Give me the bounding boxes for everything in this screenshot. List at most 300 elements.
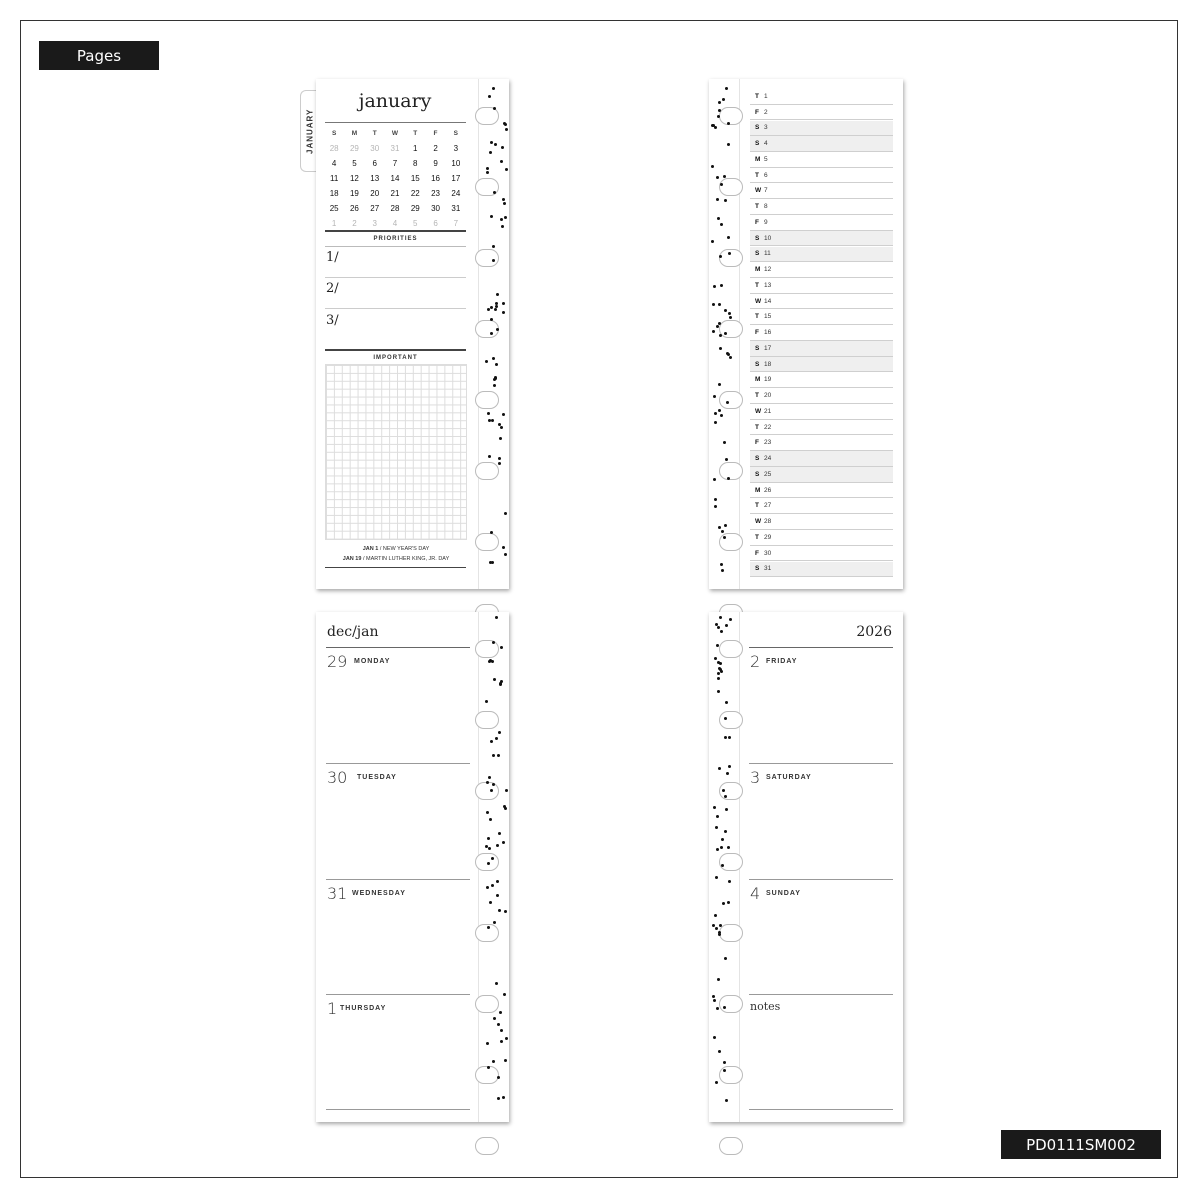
calendar-day: 4	[392, 219, 398, 228]
day-letter: M	[755, 376, 761, 384]
divider	[325, 230, 466, 232]
month-tab-label: JANUARY	[305, 108, 315, 154]
divider	[749, 1109, 893, 1110]
calendar-week	[324, 216, 466, 231]
day-letter: W	[755, 187, 762, 195]
calendar-day: 30	[431, 204, 440, 213]
calendar-day: 14	[390, 174, 400, 183]
day-letter: T	[755, 533, 759, 541]
dot-pattern	[498, 457, 501, 460]
dot-pattern	[724, 830, 727, 833]
dot-pattern	[724, 717, 727, 720]
calendar-day: 1	[413, 144, 418, 153]
holiday-1	[325, 546, 467, 552]
dot-pattern	[720, 223, 723, 226]
dot-pattern	[725, 624, 728, 627]
weekday-header: S	[331, 130, 337, 137]
holiday-1-date: JAN 1	[362, 546, 379, 552]
calendar-day: 10	[451, 159, 461, 168]
dot-pattern	[718, 767, 721, 770]
dot-pattern	[718, 933, 721, 936]
day-number: 20	[764, 392, 772, 400]
disc-ring-icon	[475, 640, 499, 658]
divider	[325, 246, 466, 247]
dot-pattern	[503, 202, 506, 205]
priority-line	[325, 308, 466, 309]
dot-pattern	[713, 285, 716, 288]
day-number: 28	[764, 518, 772, 526]
dot-pattern	[712, 303, 715, 306]
dot-pattern	[729, 316, 732, 319]
dot-pattern	[492, 783, 495, 786]
dot-pattern	[712, 330, 715, 333]
dot-pattern	[721, 569, 724, 572]
day-list-row	[750, 247, 893, 263]
disc-ring-icon	[719, 178, 743, 196]
dot-pattern	[493, 678, 496, 681]
priority-marker-3: 3/	[326, 313, 339, 328]
calendar-day: 7	[392, 159, 398, 168]
dot-pattern	[727, 901, 730, 904]
calendar-day: 21	[390, 189, 400, 198]
dot-pattern	[490, 215, 493, 218]
disc-strip	[709, 79, 740, 589]
dot-pattern	[713, 395, 716, 398]
dot-pattern	[716, 848, 719, 851]
dot-pattern	[720, 414, 723, 417]
dot-pattern	[728, 736, 731, 739]
page-week-left	[316, 612, 509, 1122]
calendar-day: 5	[352, 159, 357, 168]
disc-ring-icon	[475, 1137, 499, 1155]
dot-pattern	[497, 1076, 500, 1079]
dot-pattern	[718, 303, 721, 306]
dot-pattern	[488, 95, 491, 98]
dot-pattern	[488, 847, 491, 850]
dot-pattern	[719, 255, 722, 258]
day-name: TUESDAY	[357, 774, 397, 781]
page-week-right	[709, 612, 903, 1122]
day-list-row	[750, 562, 893, 578]
dot-pattern	[714, 421, 717, 424]
calendar-day: 22	[410, 189, 420, 198]
dot-pattern	[492, 1060, 495, 1063]
calendar-day: 18	[329, 189, 339, 198]
day-letter: W	[755, 518, 762, 526]
day-list-row	[750, 184, 893, 200]
dot-pattern	[487, 862, 490, 865]
day-list-row	[750, 89, 893, 105]
day-letter: S	[755, 565, 760, 573]
dot-pattern	[724, 309, 727, 312]
calendar-day: 20	[370, 189, 380, 198]
dot-pattern	[725, 458, 728, 461]
day-number: 21	[764, 407, 772, 415]
day-number: 17	[764, 344, 772, 352]
day-number: 30	[327, 768, 348, 787]
dot-pattern	[714, 498, 717, 501]
weekday-header: F	[433, 130, 438, 137]
dot-pattern	[496, 844, 499, 847]
day-number: 27	[764, 502, 772, 510]
dot-pattern	[505, 128, 508, 131]
dot-pattern	[492, 87, 495, 90]
dot-pattern	[492, 245, 495, 248]
dot-pattern	[501, 225, 504, 228]
day-letter: S	[755, 250, 760, 258]
day-number: 5	[764, 155, 768, 163]
dot-pattern	[504, 216, 507, 219]
calendar-day: 9	[433, 159, 438, 168]
dot-pattern	[724, 199, 727, 202]
dot-pattern	[714, 505, 717, 508]
dot-pattern	[491, 419, 494, 422]
dot-pattern	[715, 1081, 718, 1084]
dot-pattern	[502, 841, 505, 844]
dot-pattern	[505, 168, 508, 171]
priority-marker-2: 2/	[326, 281, 339, 296]
day-list-row	[750, 121, 893, 137]
dot-pattern	[502, 311, 505, 314]
day-letter: F	[755, 108, 759, 116]
day-list-row	[750, 530, 893, 546]
dot-pattern	[497, 1097, 500, 1100]
dot-pattern	[714, 412, 717, 415]
priorities-heading: PRIORITIES	[373, 236, 418, 242]
dot-pattern	[504, 1059, 507, 1062]
calendar-day: 28	[390, 204, 400, 213]
dot-pattern	[492, 259, 495, 262]
dot-pattern	[495, 616, 498, 619]
disc-strip	[709, 612, 740, 1122]
dot-pattern	[712, 924, 715, 927]
day-divider	[326, 879, 470, 880]
dot-pattern	[713, 478, 716, 481]
day-number: 14	[764, 297, 772, 305]
dot-pattern	[715, 927, 718, 930]
dot-pattern	[714, 657, 717, 660]
day-letter: M	[755, 486, 761, 494]
calendar-day: 5	[413, 219, 418, 228]
day-number: 31	[764, 565, 772, 573]
day-list-row	[750, 294, 893, 310]
day-number: 2	[750, 652, 761, 671]
year-title: 2026	[856, 624, 892, 640]
dot-pattern	[715, 876, 718, 879]
day-letter: W	[755, 297, 762, 305]
calendar-day: 24	[451, 189, 461, 198]
dot-pattern	[717, 978, 720, 981]
day-list-row	[750, 341, 893, 357]
divider	[325, 567, 466, 568]
calendar-day: 11	[329, 174, 339, 183]
day-list-row	[750, 499, 893, 515]
day-list-row	[750, 325, 893, 341]
disc-ring-icon	[475, 782, 499, 800]
calendar-day: 29	[410, 204, 420, 213]
day-list-row	[750, 420, 893, 436]
dot-pattern	[499, 437, 502, 440]
dot-pattern	[717, 677, 720, 680]
calendar-day: 29	[349, 144, 359, 153]
day-letter: M	[755, 155, 761, 163]
dot-pattern	[711, 165, 714, 168]
day-divider	[749, 994, 893, 995]
day-number: 30	[764, 549, 772, 557]
dot-pattern	[721, 864, 724, 867]
day-list-row	[750, 451, 893, 467]
calendar-day: 6	[372, 159, 377, 168]
dot-pattern	[491, 884, 494, 887]
calendar-day: 12	[349, 174, 359, 183]
day-list-row	[750, 483, 893, 499]
calendar-day: 3	[453, 144, 459, 153]
dot-pattern	[722, 902, 725, 905]
calendar-day: 2	[433, 144, 438, 153]
dot-pattern	[502, 198, 505, 201]
day-name: THURSDAY	[340, 1005, 387, 1012]
calendar-day: 23	[431, 189, 440, 198]
divider	[325, 349, 466, 351]
day-list-row	[750, 168, 893, 184]
dot-pattern	[505, 1037, 508, 1040]
day-letter: S	[755, 360, 760, 368]
day-number: 22	[764, 423, 772, 431]
dot-pattern	[488, 776, 491, 779]
disc-strip	[478, 612, 509, 1122]
dot-pattern	[504, 123, 507, 126]
dot-pattern	[713, 806, 716, 809]
day-divider	[749, 879, 893, 880]
day-number: 3	[750, 768, 761, 787]
calendar-day: 25	[329, 204, 339, 213]
disc-ring-icon	[475, 711, 499, 729]
weekday-header: T	[372, 130, 377, 137]
dot-pattern	[493, 921, 496, 924]
day-divider	[326, 1109, 470, 1110]
holiday-1-name: / NEW YEAR'S DAY	[379, 546, 430, 552]
divider	[749, 647, 893, 648]
calendar-day: 27	[370, 204, 380, 213]
dot-pattern	[718, 1050, 721, 1053]
calendar-week	[324, 171, 466, 186]
day-letter: S	[755, 234, 760, 242]
dot-pattern	[494, 143, 497, 146]
day-list-row	[750, 467, 893, 483]
dot-pattern	[495, 737, 498, 740]
dot-pattern	[487, 926, 490, 929]
dot-pattern	[719, 334, 722, 337]
dot-pattern	[496, 880, 499, 883]
dot-pattern	[490, 306, 493, 309]
dot-pattern	[490, 141, 493, 144]
dot-pattern	[502, 1096, 505, 1099]
dot-pattern	[495, 305, 498, 308]
day-number: 1	[327, 999, 338, 1018]
calendar-week	[324, 156, 466, 171]
day-number: 1	[764, 92, 768, 100]
pages-label: Pages	[39, 41, 159, 70]
dot-pattern	[498, 462, 501, 465]
disc-strip	[478, 79, 509, 589]
day-letter: S	[755, 124, 760, 132]
dot-pattern	[504, 553, 507, 556]
dot-pattern	[723, 175, 726, 178]
day-letter: T	[755, 171, 759, 179]
dot-pattern	[494, 308, 497, 311]
day-letter: S	[755, 470, 760, 478]
day-list-row	[750, 388, 893, 404]
dot-pattern	[718, 109, 721, 112]
dot-pattern	[493, 1017, 496, 1020]
dot-pattern	[504, 512, 507, 515]
dot-pattern	[727, 122, 730, 125]
calendar-day: 19	[349, 189, 359, 198]
dot-pattern	[728, 312, 731, 315]
month-title: january	[358, 90, 432, 112]
day-list-row	[750, 373, 893, 389]
dot-pattern	[725, 701, 728, 704]
dot-pattern	[496, 894, 499, 897]
weekday-header: T	[413, 130, 418, 137]
disc-ring-icon	[719, 1137, 743, 1155]
day-letter: T	[755, 423, 759, 431]
day-number: 11	[764, 250, 771, 258]
dot-pattern	[486, 171, 489, 174]
dot-pattern	[503, 993, 506, 996]
day-divider	[749, 763, 893, 764]
calendar-day: 17	[451, 174, 461, 183]
calendar-day: 31	[451, 204, 461, 213]
day-number: 13	[764, 281, 772, 289]
dot-pattern	[496, 293, 499, 296]
disc-ring-icon	[719, 924, 743, 942]
dot-pattern	[504, 910, 507, 913]
dot-pattern	[500, 426, 503, 429]
day-list-row	[750, 231, 893, 247]
disc-ring-icon	[719, 107, 743, 125]
dot-pattern	[729, 356, 732, 359]
calendar-day: 16	[431, 174, 440, 183]
dot-pattern	[502, 302, 505, 305]
day-divider	[326, 994, 470, 995]
day-letter: M	[755, 266, 761, 274]
day-list-row	[750, 546, 893, 562]
day-list-row	[750, 262, 893, 278]
dot-pattern	[489, 151, 492, 154]
dot-pattern	[722, 98, 725, 101]
dot-pattern	[505, 789, 508, 792]
dot-pattern	[715, 826, 718, 829]
dot-pattern	[489, 901, 492, 904]
dot-pattern	[487, 412, 490, 415]
day-name: MONDAY	[354, 658, 391, 665]
weekday-header: M	[351, 130, 358, 137]
dot-pattern	[490, 740, 493, 743]
dot-pattern	[718, 526, 721, 529]
dot-pattern	[717, 217, 720, 220]
day-number: 6	[764, 171, 768, 179]
disc-ring-icon	[719, 853, 743, 871]
calendar-day: 28	[329, 144, 339, 153]
day-list-row	[750, 514, 893, 530]
day-list-row	[750, 152, 893, 168]
divider	[326, 647, 470, 648]
disc-ring-icon	[719, 711, 743, 729]
dot-pattern	[723, 1061, 726, 1064]
day-name: SUNDAY	[766, 890, 801, 897]
disc-ring-icon	[719, 391, 743, 409]
dot-pattern	[498, 832, 501, 835]
dot-pattern	[721, 838, 724, 841]
dot-pattern	[717, 690, 720, 693]
day-letter: T	[755, 392, 759, 400]
disc-ring-icon	[475, 533, 499, 551]
day-list-row	[750, 278, 893, 294]
day-letter: T	[755, 281, 759, 289]
dot-pattern	[728, 880, 731, 883]
dot-pattern	[724, 524, 727, 527]
dot-pattern	[720, 630, 723, 633]
dot-pattern	[719, 347, 722, 350]
dot-pattern	[716, 1007, 719, 1010]
dot-pattern	[498, 731, 501, 734]
dot-pattern	[486, 781, 489, 784]
day-letter: F	[755, 549, 759, 557]
dot-pattern	[499, 1011, 502, 1014]
notes-label: notes	[750, 1000, 781, 1013]
day-number: 31	[327, 884, 348, 903]
calendar-day: 1	[331, 219, 337, 228]
calendar-day: 6	[433, 219, 438, 228]
day-letter: F	[755, 439, 759, 447]
calendar-week	[324, 201, 466, 216]
day-number: 4	[750, 884, 761, 903]
dot-pattern	[719, 668, 722, 671]
dot-pattern	[485, 360, 488, 363]
disc-ring-icon	[475, 995, 499, 1013]
day-letter: S	[755, 344, 760, 352]
day-number: 3	[764, 124, 768, 132]
priority-line	[325, 277, 466, 278]
dot-pattern	[728, 252, 731, 255]
dot-pattern	[486, 886, 489, 889]
day-name: WEDNESDAY	[352, 890, 406, 897]
important-heading: IMPORTANT	[373, 355, 418, 361]
dot-pattern	[718, 409, 721, 412]
dot-pattern	[491, 660, 494, 663]
dot-pattern	[726, 401, 729, 404]
day-number: 15	[764, 313, 772, 321]
dot-pattern	[500, 1040, 503, 1043]
dot-pattern	[717, 672, 720, 675]
dot-pattern	[495, 982, 498, 985]
holiday-2-name: / MARTIN LUTHER KING, JR. DAY	[362, 556, 450, 562]
dot-pattern	[498, 909, 501, 912]
disc-ring-icon	[719, 249, 743, 267]
calendar-day: 30	[370, 144, 380, 153]
dot-pattern	[724, 736, 727, 739]
dot-pattern	[492, 754, 495, 757]
disc-ring-icon	[719, 462, 743, 480]
day-number: 12	[764, 266, 772, 274]
day-number: 23	[764, 439, 772, 447]
dot-pattern	[728, 765, 731, 768]
disc-ring-icon	[475, 391, 499, 409]
dot-pattern	[486, 1042, 489, 1045]
day-number: 4	[764, 140, 768, 148]
dot-pattern	[717, 626, 720, 629]
